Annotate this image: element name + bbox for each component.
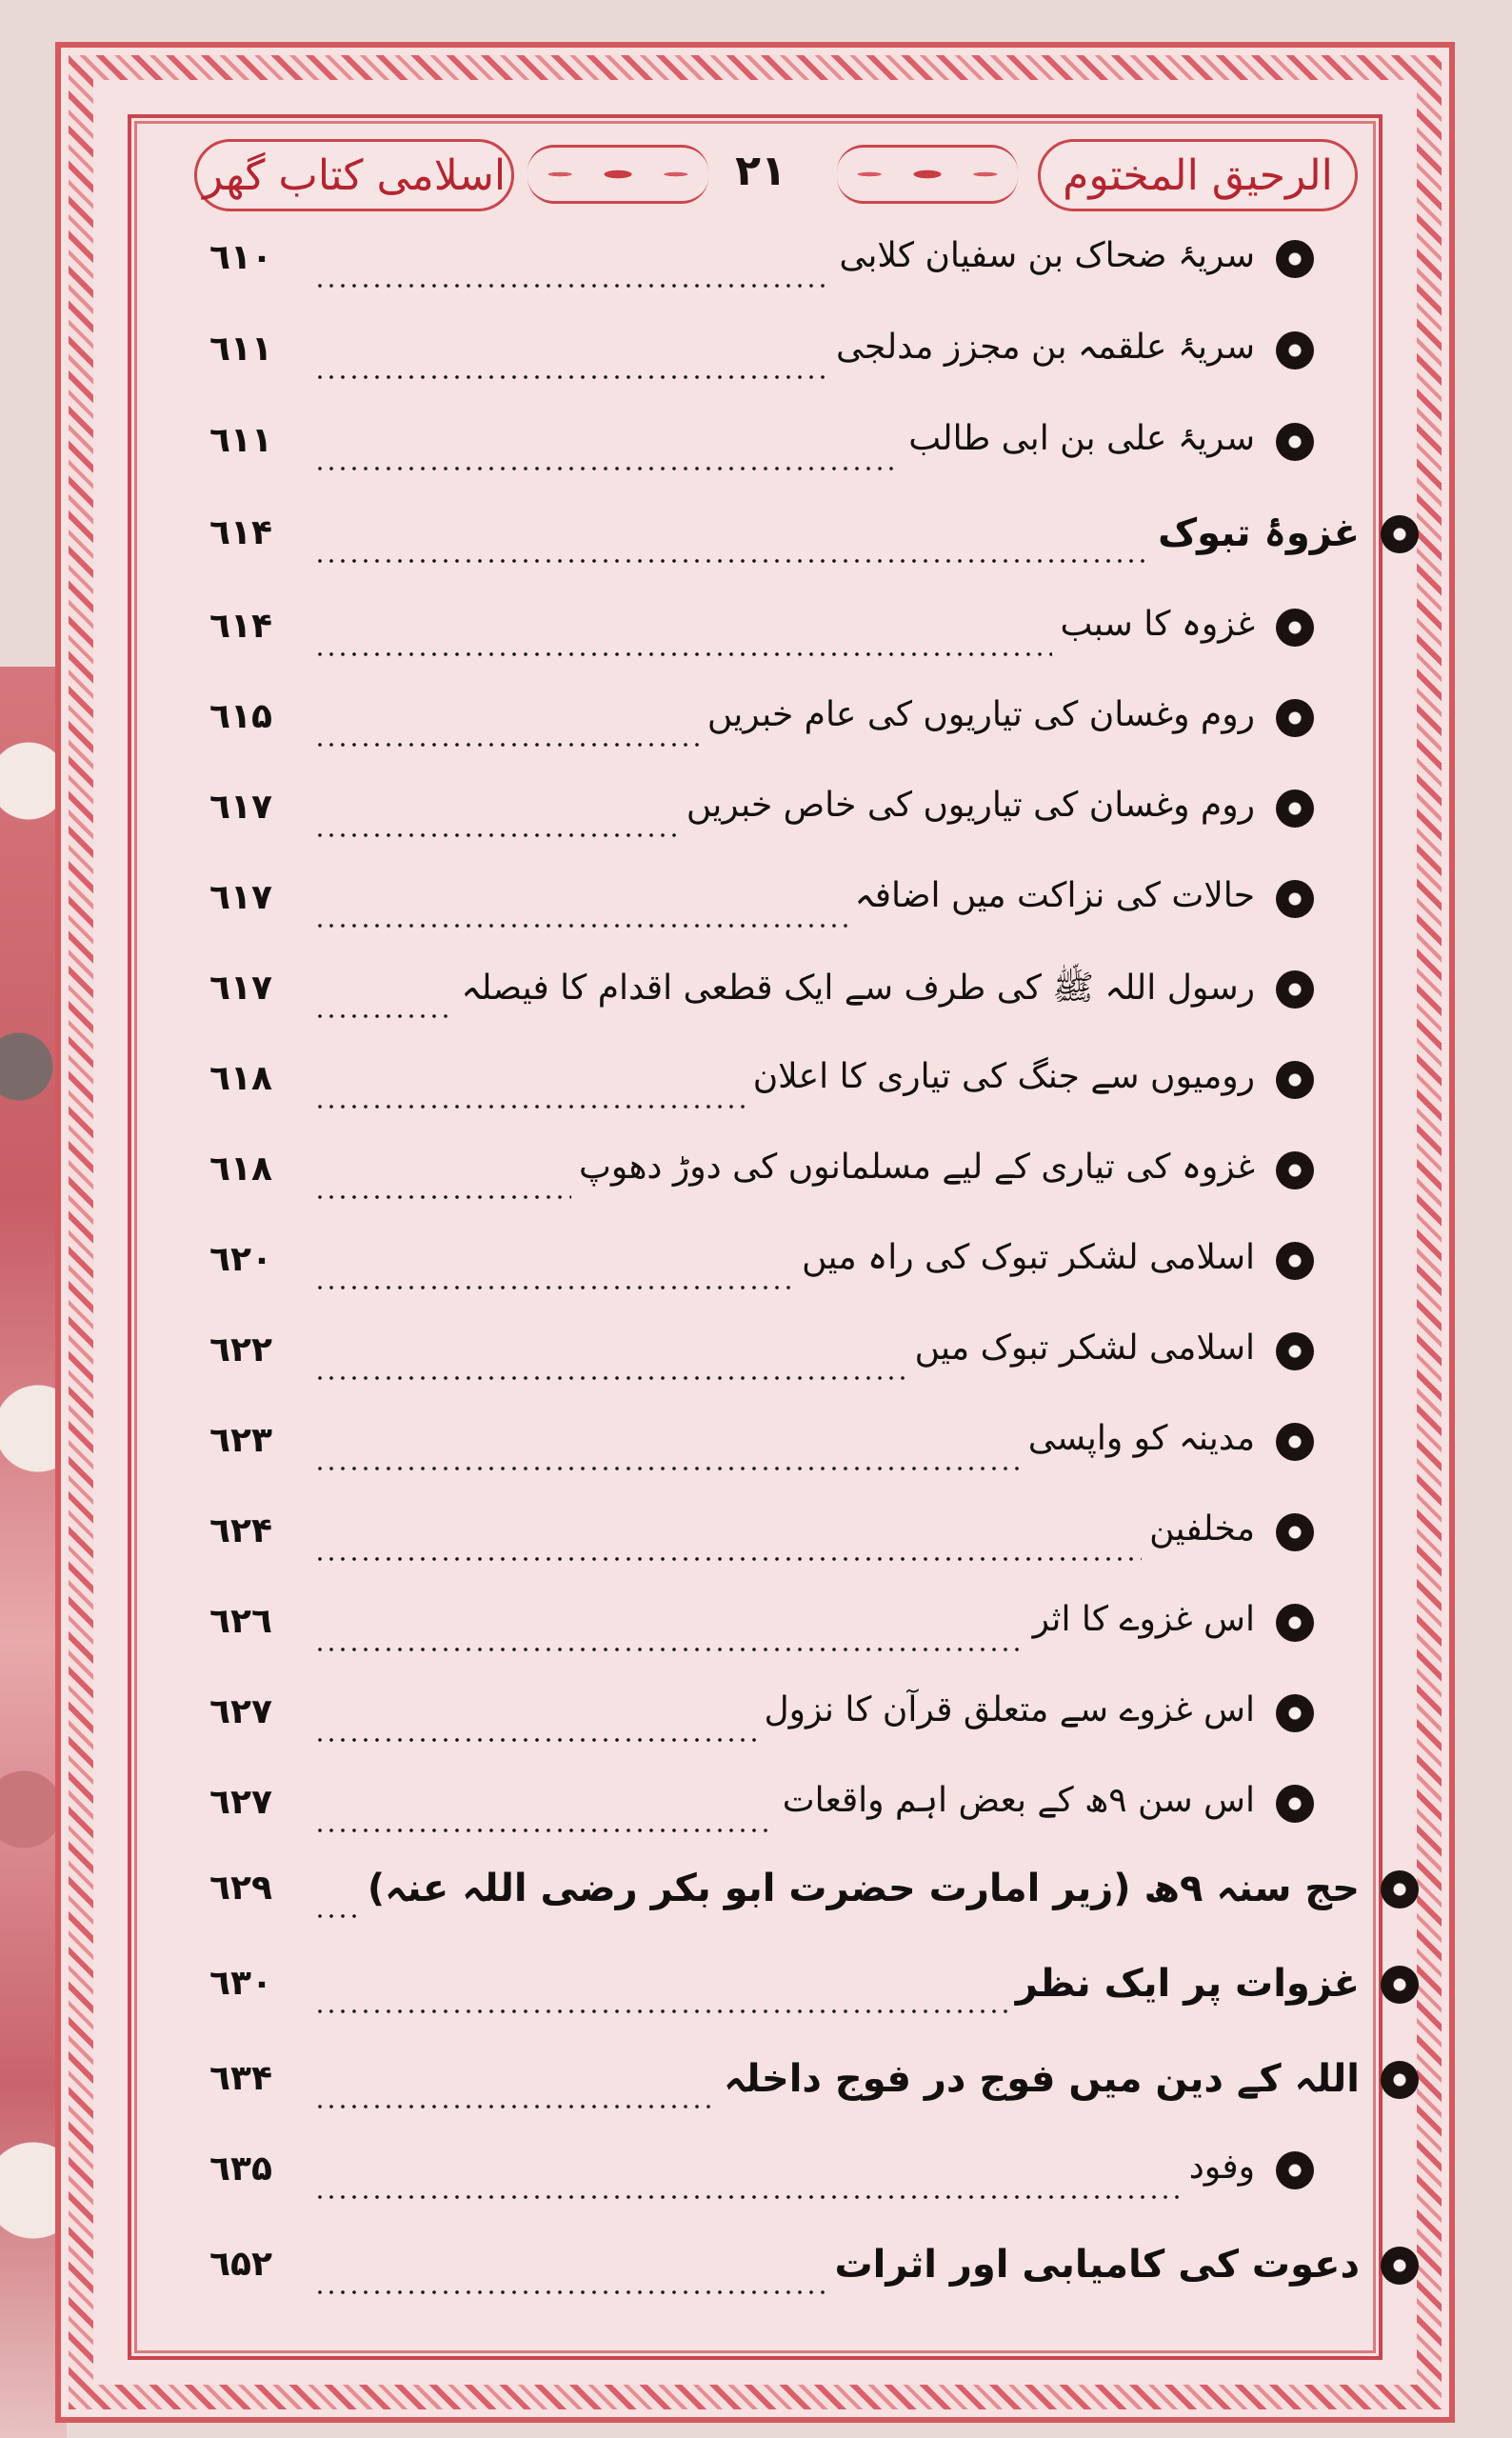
dot-leader bbox=[314, 652, 1052, 656]
entry-page: ٦٣٠ bbox=[209, 1964, 272, 2003]
entry-page: ٦٢٧ bbox=[209, 1783, 272, 1822]
entry-page: ٦١٧ bbox=[209, 878, 272, 917]
dot-leader bbox=[314, 1105, 746, 1109]
entry-title: اسلامی لشکر تبوک میں bbox=[914, 1329, 1255, 1368]
dot-leader bbox=[314, 1467, 1021, 1470]
entry-title: غزوات پر ایک نظر bbox=[1015, 1962, 1360, 2006]
flower-icon bbox=[1276, 1604, 1314, 1642]
book-title: الرحیق المختوم bbox=[1038, 139, 1358, 211]
dot-leader bbox=[314, 1286, 794, 1289]
dot-leader bbox=[314, 559, 1150, 563]
entry-page: ٦١۵ bbox=[209, 697, 272, 736]
entry-title: اس غزوے سے متعلق قرآن کا نزول bbox=[764, 1690, 1255, 1729]
flower-icon bbox=[1381, 2247, 1419, 2285]
dot-leader bbox=[314, 2105, 716, 2108]
flower-icon bbox=[1276, 1785, 1314, 1823]
entry-title: سریۂ ضحاک بن سفیان کلابی bbox=[839, 236, 1255, 275]
entry-title: غزوہ کی تیاری کے لیے مسلمانوں کی دوڑ دھوپ bbox=[578, 1148, 1255, 1187]
entry-title: سریۂ علقمہ بن مجزز مدلجی bbox=[835, 328, 1255, 367]
flower-icon bbox=[1276, 699, 1314, 737]
entry-title: حالات کی نزاکت میں اضافہ bbox=[854, 876, 1255, 915]
toc-entry[interactable] bbox=[209, 2057, 1419, 2114]
dot-leader bbox=[314, 1914, 360, 1918]
entry-title: روم وغسان کی تیاریوں کی خاص خبریں bbox=[686, 786, 1255, 825]
flower-icon bbox=[1276, 1151, 1314, 1189]
toc-entry[interactable] bbox=[209, 328, 1314, 385]
dot-leader bbox=[314, 2195, 1182, 2199]
entry-title: غزوہ کا سبب bbox=[1060, 605, 1255, 644]
entry-page: ٦١١ bbox=[209, 421, 272, 460]
dot-leader bbox=[314, 1557, 1142, 1561]
toc-entry[interactable] bbox=[209, 236, 1314, 293]
flower-icon bbox=[1276, 970, 1314, 1009]
flower-icon bbox=[1276, 880, 1314, 918]
dot-leader bbox=[314, 1738, 756, 1742]
entry-page: ٦٢٧ bbox=[209, 1692, 272, 1731]
flower-icon bbox=[1276, 240, 1314, 278]
entry-title: مدینہ کو واپسی bbox=[1027, 1419, 1255, 1458]
toc-entry[interactable] bbox=[209, 1057, 1314, 1114]
entry-title: روم وغسان کی تیاریوں کی عام خبریں bbox=[706, 695, 1255, 734]
entry-page: ٦١٠ bbox=[209, 238, 272, 277]
toc-entry[interactable] bbox=[209, 786, 1314, 843]
toc-entry[interactable] bbox=[209, 511, 1419, 569]
toc-entry[interactable] bbox=[209, 695, 1314, 752]
entry-title: اس غزوے کا اثر bbox=[1032, 1600, 1255, 1639]
toc-entry[interactable] bbox=[209, 1690, 1314, 1748]
entry-title: مخلفین bbox=[1149, 1509, 1255, 1549]
entry-title: غزوۂ تبوک bbox=[1158, 511, 1360, 555]
dot-leader bbox=[314, 1828, 775, 1832]
toc-entry[interactable] bbox=[209, 1600, 1314, 1657]
entry-page: ٦١۴ bbox=[209, 607, 272, 646]
toc-entry[interactable] bbox=[209, 1148, 1314, 1205]
flower-icon bbox=[1276, 1423, 1314, 1461]
toc-entry[interactable] bbox=[209, 2243, 1419, 2300]
flower-icon bbox=[1381, 1870, 1419, 1908]
entry-page: ٦۵٢ bbox=[209, 2245, 272, 2284]
toc-entry[interactable] bbox=[209, 419, 1314, 476]
page-number: ۲۱ bbox=[735, 147, 786, 195]
entry-page: ٦٢٢ bbox=[209, 1330, 272, 1369]
entry-title: حج سنہ ٩ھ (زیر امارت حضرت ابو بکر رضی اللہ عنہ) bbox=[367, 1867, 1360, 1910]
entry-page: ٦١٧ bbox=[209, 969, 272, 1008]
dot-leader bbox=[314, 833, 679, 837]
toc-entry[interactable] bbox=[209, 2148, 1314, 2205]
entry-title: اسلامی لشکر تبوک کی راہ میں bbox=[802, 1238, 1255, 1277]
dot-leader bbox=[314, 1648, 1025, 1651]
entry-page: ٦١٨ bbox=[209, 1059, 272, 1098]
entry-title: وفود bbox=[1188, 2148, 1255, 2187]
toc-entry[interactable] bbox=[209, 1329, 1314, 1386]
dot-leader bbox=[314, 743, 700, 747]
entry-title: اس سن ٩ھ کے بعض اہم واقعات bbox=[782, 1781, 1255, 1820]
flower-icon bbox=[1381, 1966, 1419, 2004]
entry-page: ٦٢۴ bbox=[209, 1511, 272, 1550]
entry-page: ٦٢٠ bbox=[209, 1240, 272, 1279]
flower-icon bbox=[1276, 1061, 1314, 1099]
entry-page: ٦٢٦ bbox=[209, 1602, 272, 1641]
dot-leader bbox=[314, 1014, 453, 1018]
entry-title: دعوت کی کامیابی اور اثرات bbox=[834, 2243, 1360, 2287]
toc-entry[interactable] bbox=[209, 605, 1314, 662]
flower-icon bbox=[1276, 609, 1314, 647]
entry-page: ٦١٧ bbox=[209, 788, 272, 827]
entry-page: ٦١۴ bbox=[209, 513, 272, 552]
toc-entry[interactable] bbox=[209, 1419, 1314, 1476]
dot-leader bbox=[314, 2009, 1008, 2013]
entry-page: ٦١١ bbox=[209, 330, 272, 369]
entry-page: ٦٣۵ bbox=[209, 2149, 272, 2188]
dot-leader bbox=[314, 1376, 907, 1380]
entry-page: ٦٣۴ bbox=[209, 2059, 272, 2098]
flower-icon bbox=[1276, 331, 1314, 370]
flower-icon bbox=[1276, 1694, 1314, 1732]
dot-leader bbox=[314, 467, 901, 470]
toc-entry[interactable] bbox=[209, 1962, 1419, 2019]
dot-leader bbox=[314, 2290, 826, 2294]
toc-entry[interactable] bbox=[209, 876, 1314, 933]
toc-entry[interactable] bbox=[209, 1509, 1314, 1567]
publisher-name: اسلامی کتاب گھر bbox=[194, 139, 514, 211]
flower-icon bbox=[1276, 1332, 1314, 1370]
flower-icon bbox=[1381, 2061, 1419, 2099]
entry-page: ٦٢٩ bbox=[209, 1868, 272, 1908]
entry-page: ٦٢٣ bbox=[209, 1421, 272, 1460]
flower-icon bbox=[1276, 789, 1314, 828]
entry-page: ٦١٨ bbox=[209, 1149, 272, 1189]
toc-entry[interactable] bbox=[209, 1238, 1314, 1295]
flower-icon bbox=[1276, 2151, 1314, 2189]
entry-title: سریۂ علی بن ابی طالب bbox=[908, 419, 1255, 458]
entry-title: رومیوں سے جنگ کی تیاری کا اعلان bbox=[752, 1057, 1255, 1096]
toc-entry[interactable] bbox=[209, 1867, 1419, 1924]
entry-title: اللہ کے دین میں فوج در فوج داخلہ bbox=[724, 2057, 1360, 2101]
flower-icon bbox=[1276, 423, 1314, 461]
dot-leader bbox=[314, 375, 828, 379]
flower-icon bbox=[1381, 515, 1419, 553]
dot-leader bbox=[314, 924, 847, 928]
flower-icon bbox=[1276, 1513, 1314, 1551]
toc-entry[interactable] bbox=[209, 967, 1314, 1024]
flower-icon bbox=[1276, 1242, 1314, 1280]
toc-entry[interactable] bbox=[209, 1781, 1314, 1838]
entry-title: رسول اللہ ﷺ کی طرف سے ایک قطعی اقدام کا فیصلہ bbox=[461, 969, 1255, 1008]
dot-leader bbox=[314, 284, 831, 288]
dot-leader bbox=[314, 1195, 571, 1199]
